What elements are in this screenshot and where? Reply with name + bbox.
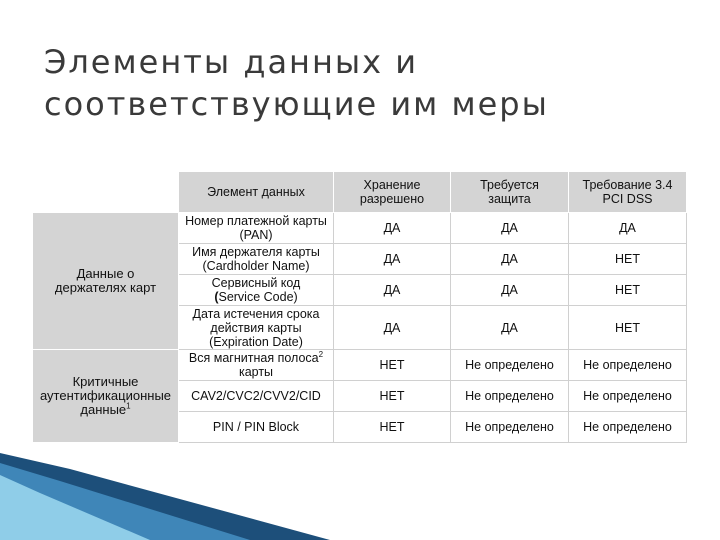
data-elements-table: [32, 171, 687, 443]
cell-pci: Не определено: [569, 412, 687, 443]
cell-storage: ДА: [334, 275, 451, 306]
table-header-row: [33, 172, 687, 213]
row-label-pan: Номер платежной карты (PAN): [179, 213, 334, 244]
cell-protection: Не определено: [451, 381, 569, 412]
header-protection: Требуется защита: [451, 172, 569, 213]
cell-storage: НЕТ: [334, 381, 451, 412]
header-storage: Хранение разрешено: [334, 172, 451, 213]
cell-protection: Не определено: [451, 350, 569, 381]
group-cardholder-data: Данные о держателях карт: [33, 213, 179, 350]
cell-protection: ДА: [451, 306, 569, 350]
cell-pci: ДА: [569, 213, 687, 244]
row-label-expiration-date: Дата истечения срока действия карты (Expiration Date): [179, 306, 334, 350]
row-label-pin: PIN / PIN Block: [179, 412, 334, 443]
slide-title: [44, 41, 684, 125]
cell-pci: Не определено: [569, 381, 687, 412]
cell-storage: НЕТ: [334, 412, 451, 443]
footnote-marker: 1: [126, 401, 131, 411]
table-row: [33, 350, 687, 381]
cell-protection: ДА: [451, 244, 569, 275]
slide-title-line-1: Элементы данных и: [44, 43, 419, 82]
cell-protection: ДА: [451, 275, 569, 306]
cell-pci: НЕТ: [569, 275, 687, 306]
cell-pci: НЕТ: [569, 306, 687, 350]
corner-decoration: [0, 445, 330, 540]
cell-storage: ДА: [334, 213, 451, 244]
row-label-magnetic-stripe: Вся магнитная полоса$^2$ карты: [179, 350, 334, 381]
group-sensitive-auth-data: Критичные аутентификационные данные$^1$: [33, 350, 179, 443]
cell-storage: ДА: [334, 244, 451, 275]
cell-pci: НЕТ: [569, 244, 687, 275]
table-row: [33, 213, 687, 244]
slide-title-line-2: соответствующие им меры: [44, 85, 549, 124]
row-label-cardholder-name: Имя держателя карты (Cardholder Name): [179, 244, 334, 275]
cell-storage: НЕТ: [334, 350, 451, 381]
cell-protection: ДА: [451, 213, 569, 244]
header-pci: Требование 3.4 PCI DSS: [569, 172, 687, 213]
header-blank-cell: [33, 172, 179, 213]
cell-storage: ДА: [334, 306, 451, 350]
header-element: Элемент данных: [179, 172, 334, 213]
row-label-cav2: CAV2/CVC2/CVV2/CID: [179, 381, 334, 412]
row-label-service-code: Сервисный код (Service Code): [179, 275, 334, 306]
cell-protection: Не определено: [451, 412, 569, 443]
footnote-marker: 2: [318, 349, 324, 359]
cell-pci: Не определено: [569, 350, 687, 381]
